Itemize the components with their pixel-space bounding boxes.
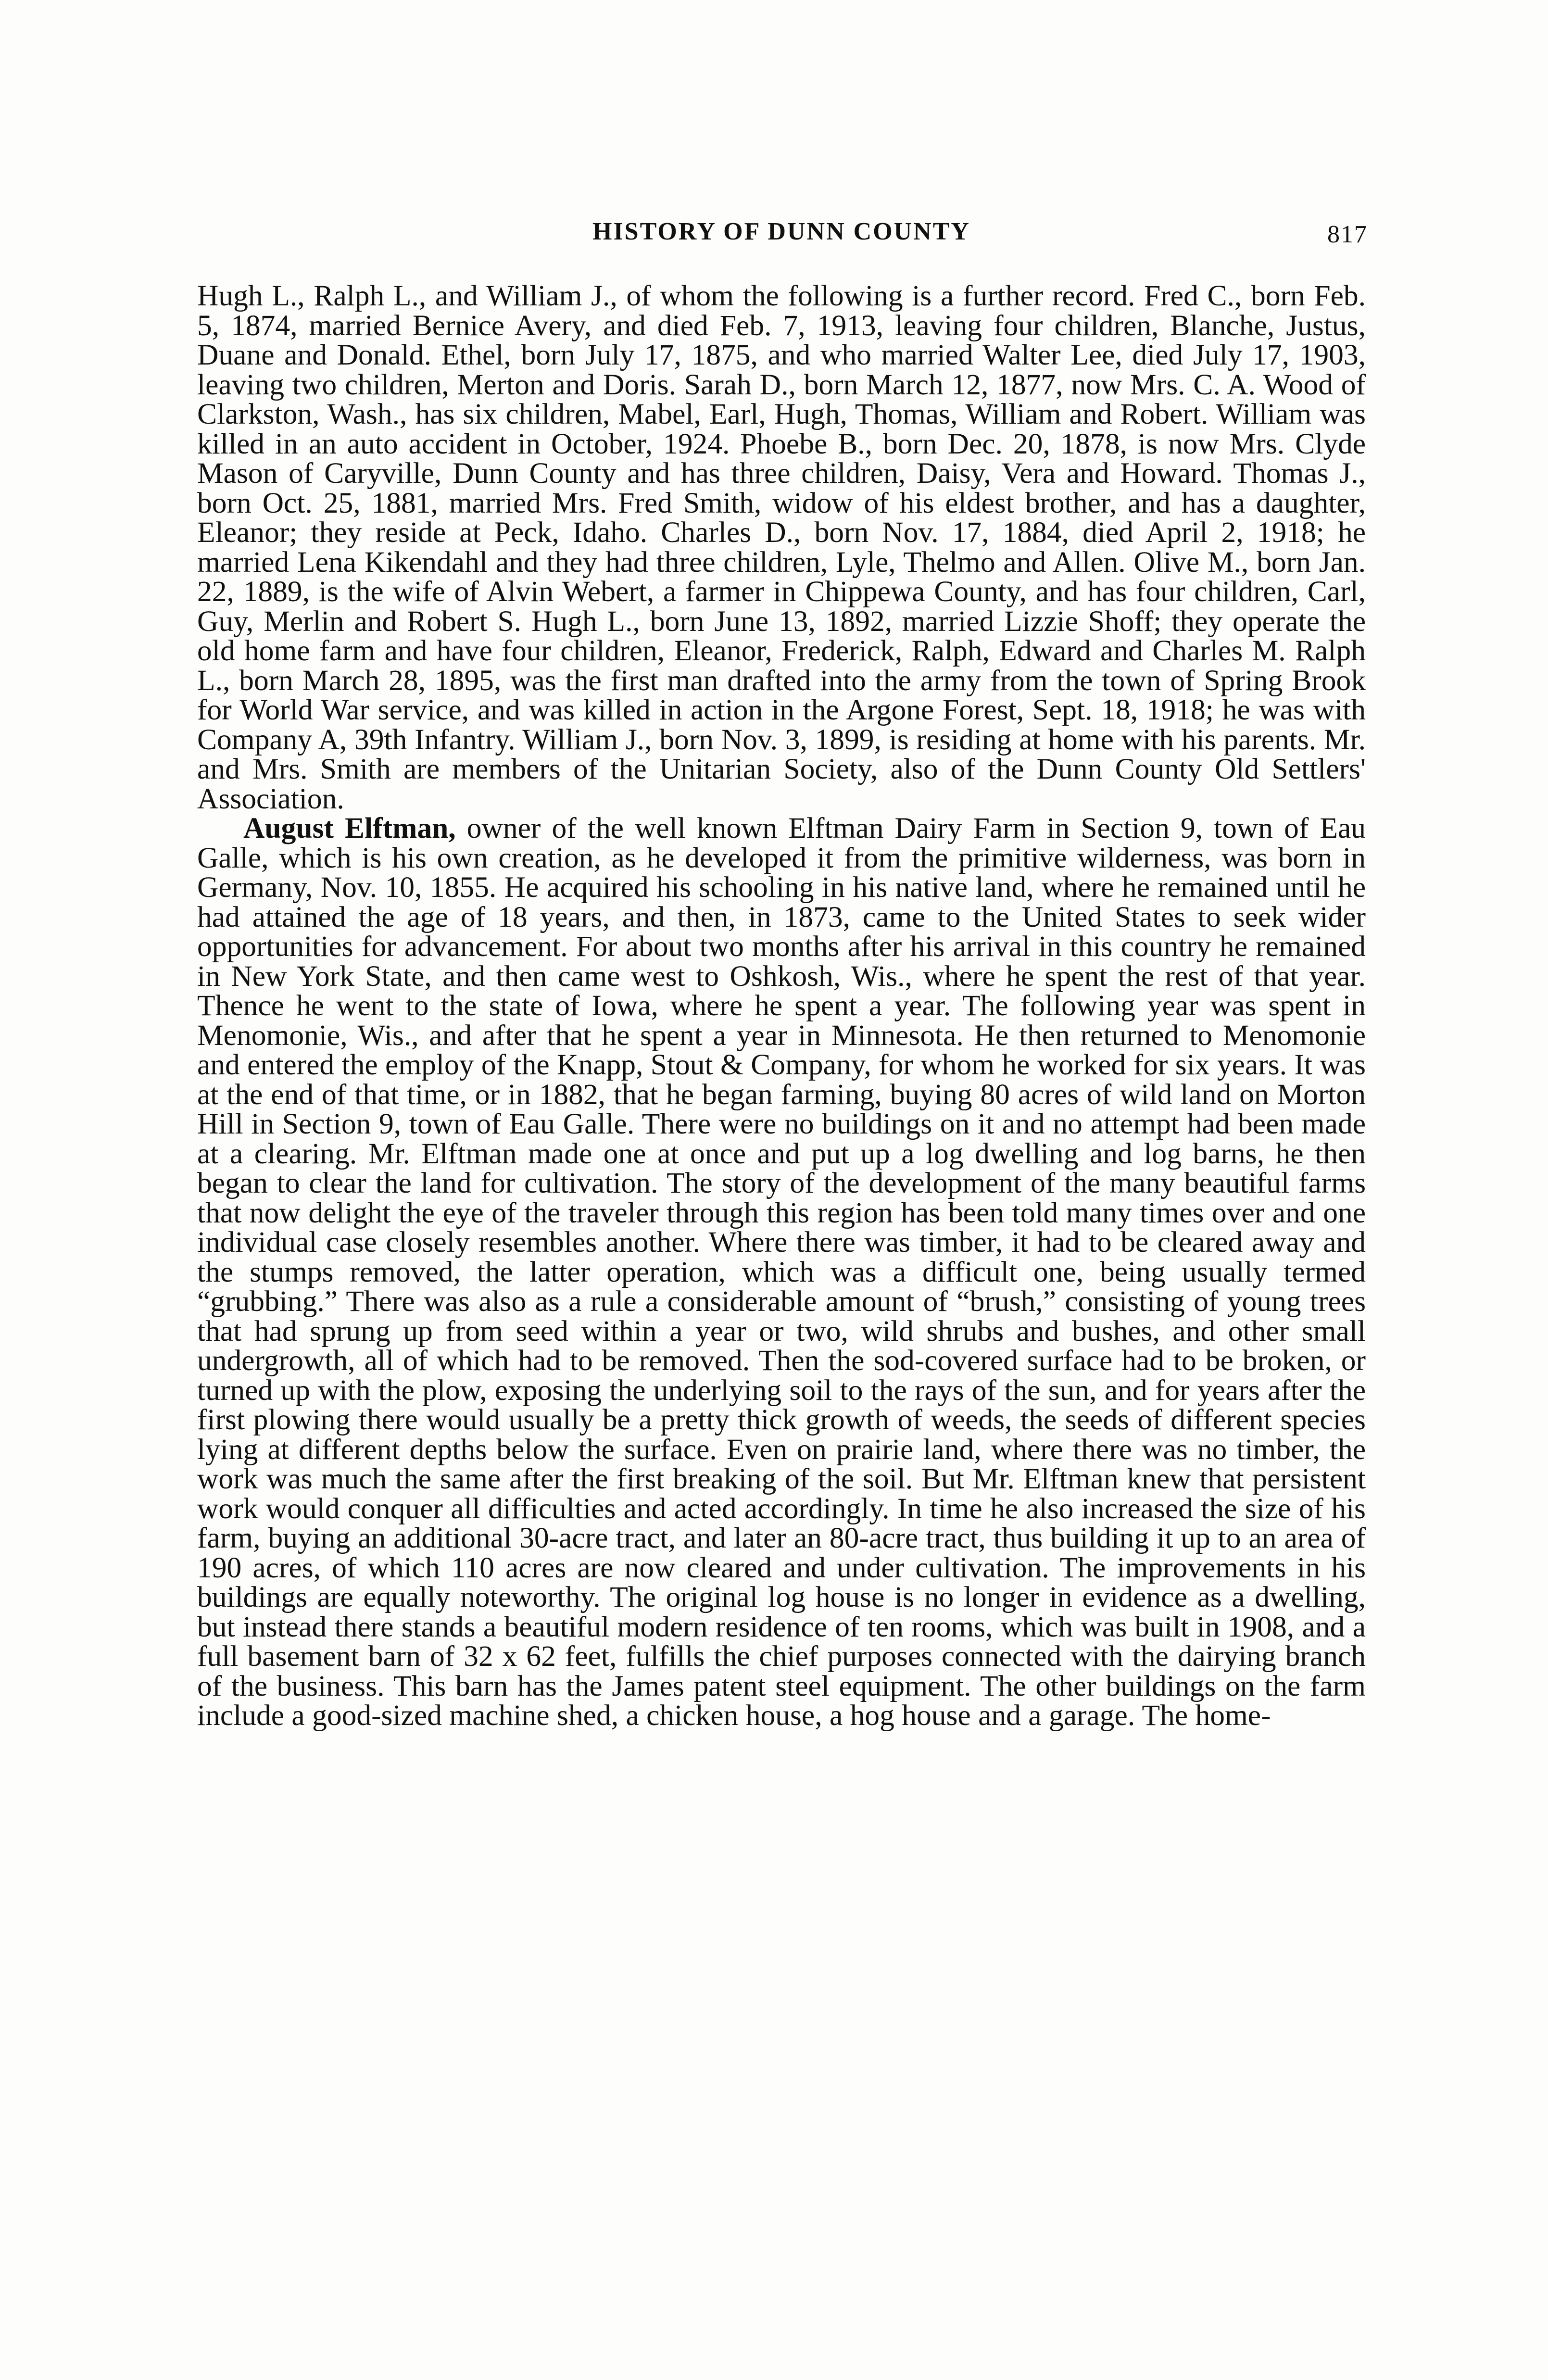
page-header [197, 217, 1366, 256]
paragraph-text: owner of the well known Elftman Dairy Farm in Section 9, town of Eau Galle, which is his own creation, as he developed it from the primitive wilderness, was born in Germany, Nov. 10, 1855. He acquired his schooling in his native land, where he remained until he had attained the age of 18 years, and then, in 1873, came to the United States to seek wider opportunities for advancement. For about two months after his arrival in this country he remained in New York State, and then came west to Oshkosh, Wis., where he spent the rest of that year. Thence he went to the state of Iowa, where he spent a year. The following year was spent in Menomonie, Wis., and after that he spent a year in Minnesota. He then returned to Menomonie and entered the employ of the Knapp, Stout & Company, for whom he worked for six years. It was at the end of that time, or in 1882, that he began farming, buying 80 acres of wild land on Morton Hill in Section 9, town of Eau Galle. There were no buildings on it and no attempt had been made at a clearing. Mr. Elftman made one at once and put up a log dwelling and log barns, he then began to clear the land for cultivation. The story of the development of the many beautiful farms that now delight the eye of the traveler through this region has been told many times over and one individual case closely resembles another. Where there was timber, it had to be cleared away and the stumps removed, the latter operation, which was a difficult one, being usually termed “grubbing.” There was also as a rule a considerable amount of “brush,” consisting of young trees that had sprung up from seed within a year or two, wild shrubs and bushes, and other small undergrowth, all of which had to be removed. Then the sod-covered surface had to be broken, or turned up with the plow, exposing the underlying soil to the rays of the sun, and for years after the first plowing there would usually be a pretty thick growth of weeds, the seeds of different species lying at different depths below the surface. Even on prairie land, where there was no timber, the work was much the same after the first breaking of the soil. But Mr. Elftman knew that persistent work would conquer all difficulties and acted accordingly. In time he also increased the size of his farm, buying an additional 30-acre tract, and later an 80-acre tract, thus building it up to an area of 190 acres, of which 110 acres are now cleared and under cultivation. The improvements in his buildings are equally noteworthy. The original log house is no longer in evidence as a dwelling, but instead there stands a beautiful modern residence of ten rooms, which was built in 1908, and a full basement barn of 32 x 62 feet, fulfills the chief purposes connected with the dairying branch of the business. This barn has the James patent steel equipment. The other buildings on the farm include a good-sized machine shed, a chicken house, a hog house and a garage. The home- [197, 812, 1366, 1732]
page-number: 817 [1327, 221, 1368, 248]
paragraph-text: Hugh L., Ralph L., and William J., of whom the following is a further record. Fred C., born Feb. 5, 1874, married Bernice Avery, and died Feb. 7, 1913, leaving four children, Blanche, Justus, Duane and Donald. Ethel, born July 17, 1875, and who married Walter Lee, died July 17, 1903, leaving two children, Merton and Doris. Sarah D., born March 12, 1877, now Mrs. C. A. Wood of Clarkston, Wash., has six children, Mabel, Earl, Hugh, Thomas, William and Robert. William was killed in an auto accident in October, 1924. Phoebe B., born Dec. 20, 1878, is now Mrs. Clyde Mason of Caryville, Dunn County and has three children, Daisy, Vera and Howard. Thomas J., born Oct. 25, 1881, married Mrs. Fred Smith, widow of his eldest brother, and has a daughter, Eleanor; they reside at Peck, Idaho. Charles D., born Nov. 17, 1884, died April 2, 1918; he married Lena Kikendahl and they had three children, Lyle, Thelmo and Allen. Olive M., born Jan. 22, 1889, is the wife of Alvin Webert, a farmer in Chippewa County, and has four children, Carl, Guy, Merlin and Robert S. Hugh L., born June 13, 1892, married Lizzie Shoff; they operate the old home farm and have four children, Eleanor, Frederick, Ralph, Edward and Charles M. Ralph L., born March 28, 1895, was the first man drafted into the army from the town of Spring Brook for World War service, and was killed in action in the Argone Forest, Sept. 18, 1918; he was with Company A, 39th Infantry. William J., born Nov. 3, 1899, is residing at home with his parents. Mr. and Mrs. Smith are members of the Unitarian Society, also of the Dunn County Old Settlers' Association. [197, 279, 1366, 815]
paragraph-elftman-biography [197, 814, 1366, 1731]
body-text [197, 281, 1366, 1731]
running-head: HISTORY OF DUNN COUNTY [592, 218, 970, 245]
paragraph-smith-family [197, 281, 1366, 814]
subject-name: August Elftman, [243, 812, 456, 844]
